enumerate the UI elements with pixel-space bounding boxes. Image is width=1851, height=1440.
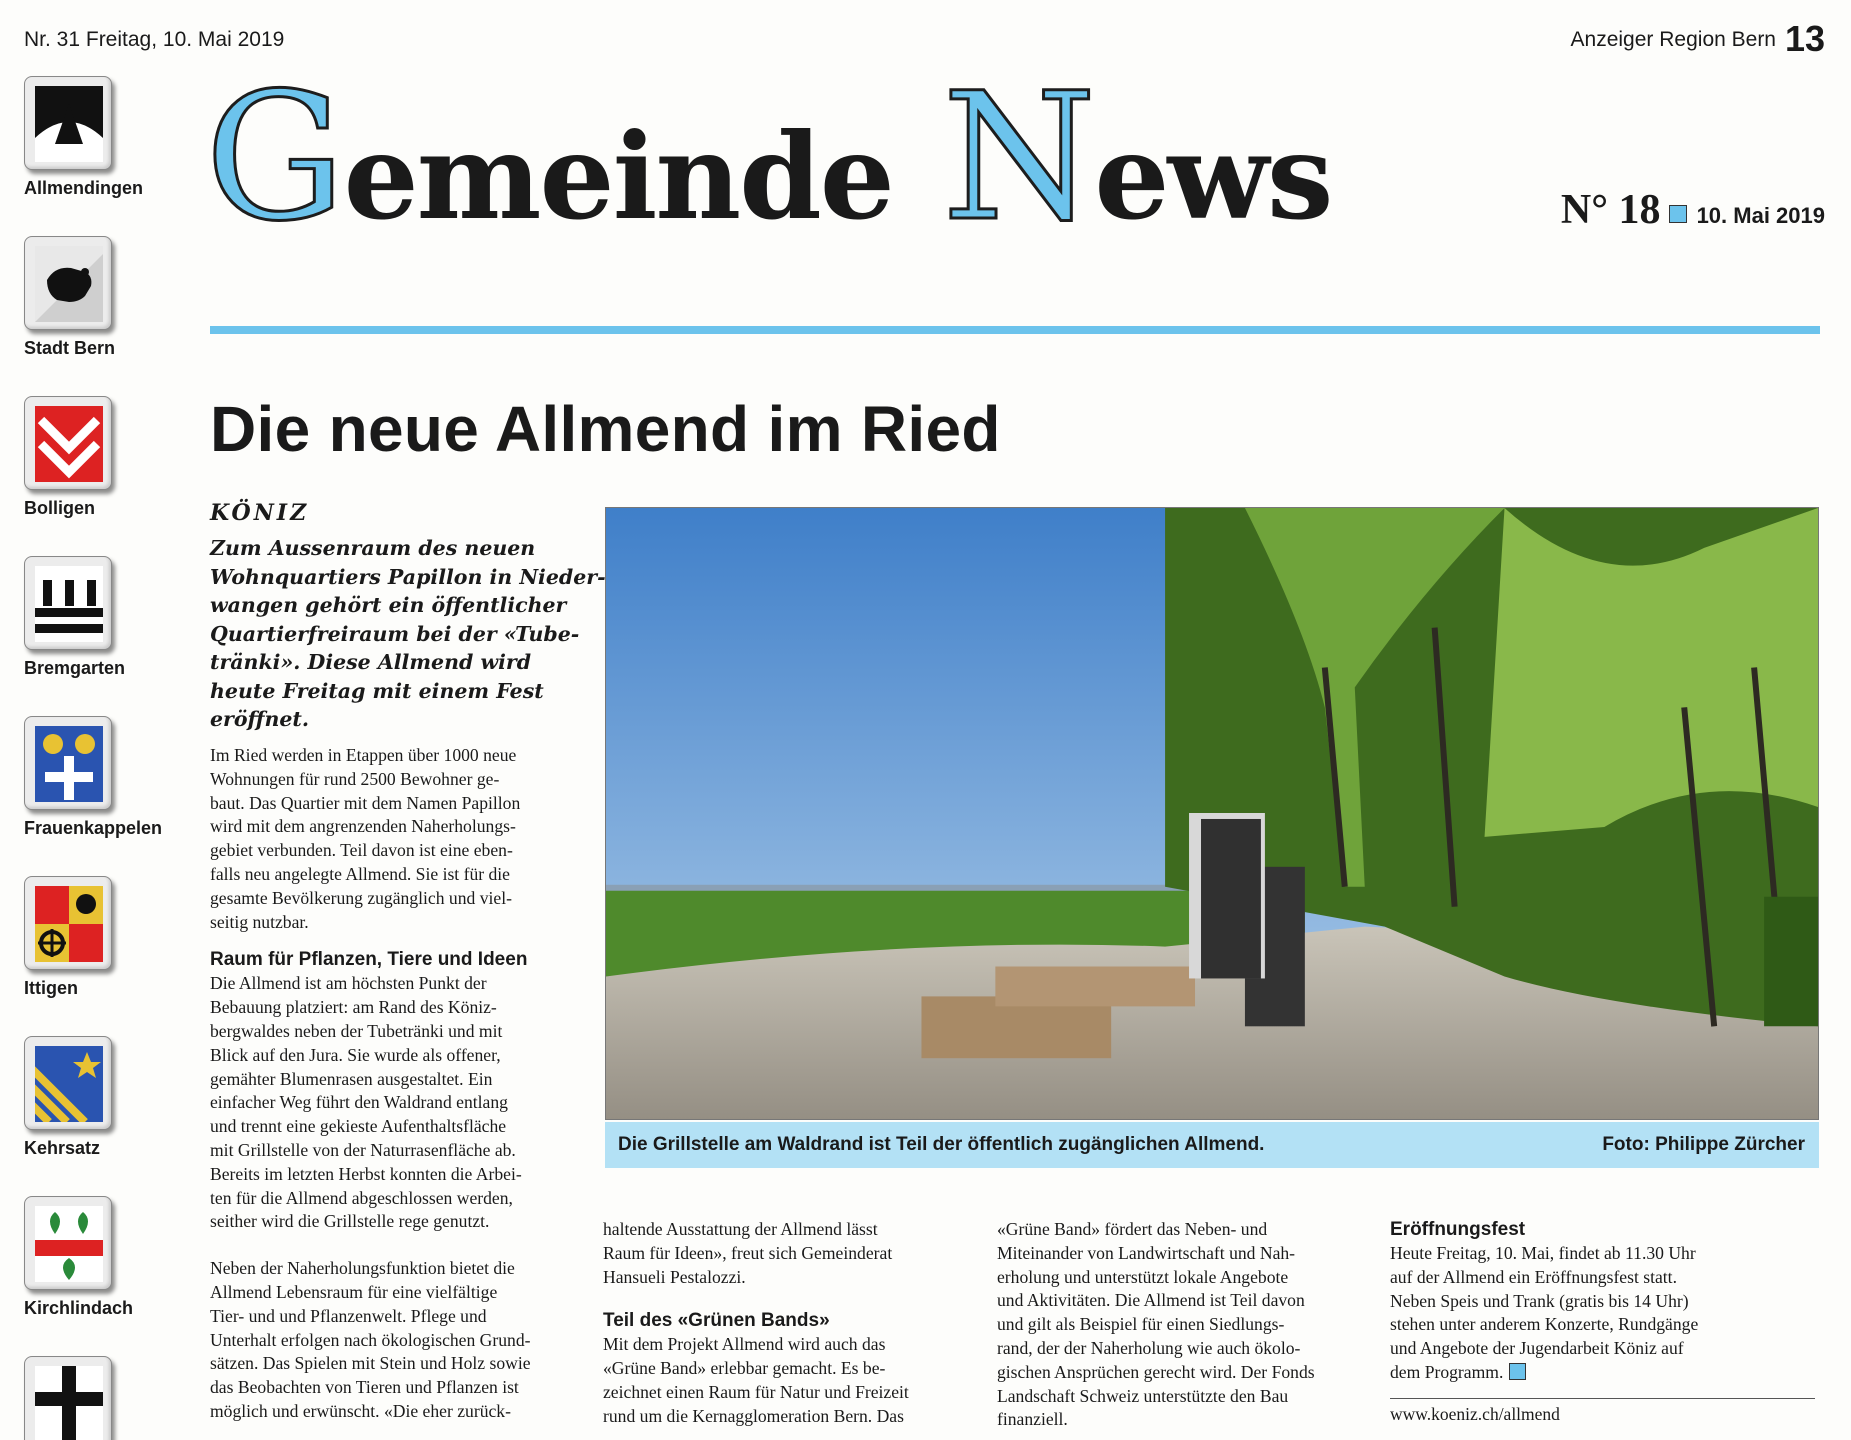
allmendingen-crest-icon bbox=[24, 76, 112, 170]
paragraph: haltende Ausstattung der Allmend lässt Raum für Ideen», freut sich Gemeinderat Hansueli Pestalozzi. bbox=[603, 1219, 893, 1287]
subheading: Teil des «Grünen Bands» bbox=[603, 1310, 830, 1332]
photo-caption: Die Grillstelle am Waldrand ist Teil der öffentlich zugänglichen Allmend. bbox=[618, 1134, 1265, 1155]
article-headline: Die neue Allmend im Ried bbox=[210, 393, 1001, 465]
publication-name: Anzeiger Region Bern bbox=[1570, 28, 1776, 51]
masthead-divider bbox=[210, 326, 1820, 334]
article-column-1 bbox=[210, 744, 531, 1424]
divider bbox=[1390, 1398, 1815, 1399]
sidebar-label: Bremgarten bbox=[24, 658, 126, 678]
article-photo bbox=[605, 507, 1819, 1120]
blue-square-icon bbox=[1669, 205, 1687, 223]
frauenkappelen-crest-icon bbox=[24, 716, 112, 810]
subheading: Raum für Pflanzen, Tiere und Ideen bbox=[210, 949, 528, 971]
kirchlindach-crest-icon bbox=[24, 1196, 112, 1290]
page-number: 13 bbox=[1784, 18, 1825, 59]
ittigen-crest-icon bbox=[24, 876, 112, 970]
infobox-link[interactable]: www.koeniz.ch/allmend bbox=[1390, 1404, 1560, 1424]
issue-date: 10. Mai 2019 bbox=[1696, 203, 1825, 228]
article-lead: Zum Aussenraum des neuen Wohnquartiers Papillon in Nieder- wangen gehört ein öffentlicher Quartierfreiraum bei der «Tube- tränki». Diese Allmend wird heute Freitag mit einem Fest eröffnet. bbox=[210, 536, 606, 731]
bern-bear-crest-icon bbox=[24, 236, 112, 330]
sidebar-label: Frauenkappelen bbox=[24, 818, 163, 838]
photo-credit: Foto: Philippe Zürcher bbox=[1602, 1134, 1805, 1155]
grill-area-photo bbox=[606, 508, 1818, 1119]
article-column-2 bbox=[603, 1218, 909, 1429]
article-column-3: «Grüne Band» fördert das Neben- und Miteinander von Landwirtschaft und Nah- erholung und unterstützt lokale Angebote und Aktivitäten. Die Allmend ist Teil davon und gilt als Beispiel für einen Siedlungs- rand, der der Naherholung wie auch ökolo- gischen Ansprüchen gerecht wird. Der Fonds Landschaft Schweiz unterstützte den Bau finanziell. bbox=[997, 1219, 1315, 1430]
paragraph: Im Ried werden in Etappen über 1000 neue Wohnungen für rund 2500 Bewohner ge- baut. Das Quartier mit dem Namen Papillon wird mit dem angrenzenden Naherholungs- gebiet verbunden. Teil davon ist eine eben- falls neu angelegte Allmend. Sie ist für die gesamte Bevölkerung zugänglich und viel- seitig nutzbar. bbox=[210, 745, 521, 932]
sidebar-label: Stadt Bern bbox=[24, 338, 116, 358]
sidebar-label: Kirchlindach bbox=[24, 1298, 134, 1318]
bolligen-crest-icon bbox=[24, 396, 112, 490]
issue-info: Nr. 31 Freitag, 10. Mai 2019 bbox=[24, 28, 285, 51]
sidebar-label: Bolligen bbox=[24, 498, 95, 518]
paragraph: Die Allmend ist am höchsten Punkt der Bebauung platziert: am Rand des Köniz- bergwaldes neben der Tubetränki und mit Blick auf den Jura. Sie wurde als offener, gemähter Blumenrasen ausgestaltet. Ein einfacher Weg führt den Waldrand entlang und trennt eine gekieste Aufenthaltsfläche mit Grillstelle von der Naturrasenfläche ab. Bereits im letzten Herbst konnten die Arbei- ten für die Allmend abgeschlossen werden, seither wird die Grillstelle rege genutzt. bbox=[210, 973, 522, 1232]
issue-number: N° 18 bbox=[1560, 187, 1661, 233]
photo-caption-bar bbox=[605, 1122, 1819, 1168]
paragraph: Mit dem Projekt Allmend wird auch das «Grüne Band» erlebbar gemacht. Es be- zeichnet einen Raum für Natur und Freizeit rund um die Kernagglomeration Bern. Das bbox=[603, 1334, 909, 1426]
koeniz-cross-crest-icon bbox=[24, 1356, 112, 1440]
event-infobox: Eröffnungsfest Heute Freitag, 10. Mai, findet ab 11.30 Uhr auf der Allmend ein Eröffnungsfest statt. Neben Speis und Trank (gratis bis 14 Uhr) stehen unter anderem Konzerte, Rundgänge und Angebote der Jugendarbeit Köniz auf dem Programm. bbox=[1390, 1219, 1699, 1382]
kehrsatz-crest-icon bbox=[24, 1036, 112, 1130]
end-square-icon bbox=[1509, 1363, 1526, 1380]
dateline: KÖNIZ bbox=[210, 500, 310, 526]
sidebar-label: Kehrsatz bbox=[24, 1138, 101, 1158]
masthead-title: Gemeinde News bbox=[205, 55, 1332, 260]
sidebar-label: Ittigen bbox=[24, 978, 78, 998]
infobox-title: Eröffnungsfest bbox=[1390, 1219, 1526, 1240]
sidebar-label: Allmendingen bbox=[24, 178, 144, 198]
bremgarten-crest-icon bbox=[24, 556, 112, 650]
issue-badge bbox=[1561, 186, 1825, 234]
paragraph: Neben der Naherholungsfunktion bietet die Allmend Lebensraum für eine vielfältige Tier- und und Pflanzenwelt. Pflege und Unterhalt erfolgen nach ökologischen Grund- sätzen. Das Spielen mit Stein und Holz sowie das Beobachten von Tieren und Pflanzen ist möglich und erwünscht. «Die eher zurück- bbox=[210, 1258, 531, 1421]
